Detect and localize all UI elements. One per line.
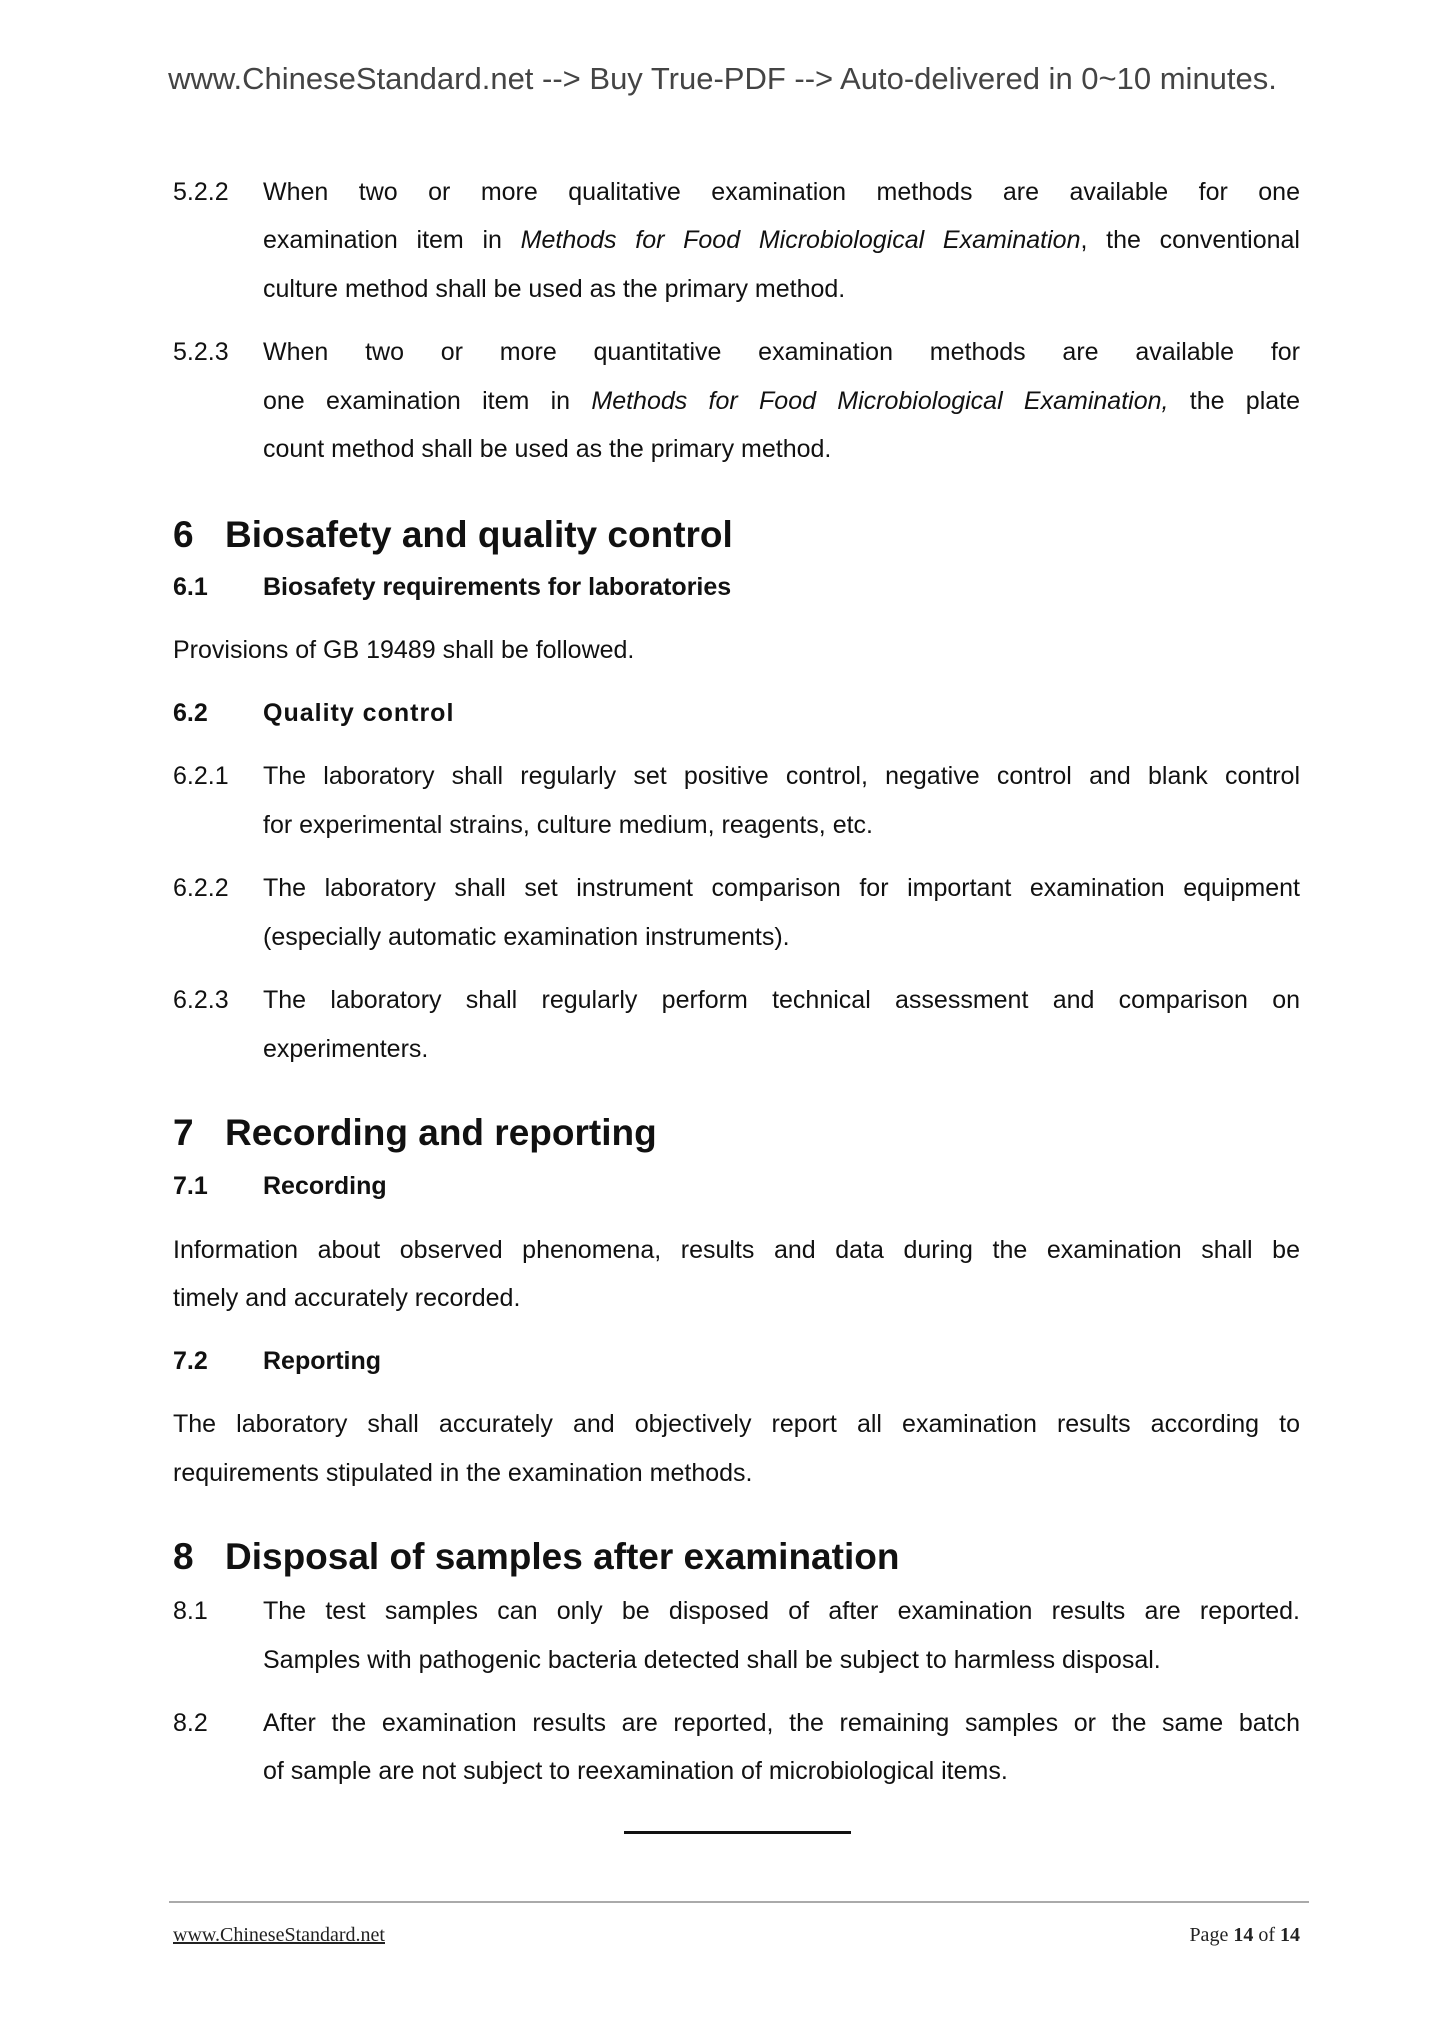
subsection-number: 7.1 bbox=[173, 1172, 208, 1200]
section-heading: Disposal of samples after examination bbox=[225, 1536, 900, 1577]
page-prefix: Page bbox=[1189, 1924, 1234, 1946]
clause-text-line: for experimental strains, culture medium, reagents, etc. bbox=[263, 811, 873, 839]
text: examination item in bbox=[263, 226, 521, 254]
clause-text-line: After the examination results are reported, the remaining samples or the same batch bbox=[263, 1709, 1300, 1737]
section-number: 6 bbox=[173, 514, 194, 555]
clause-number: 6.2.2 bbox=[173, 874, 229, 902]
clause-number: 5.2.2 bbox=[173, 178, 229, 206]
paragraph-line: Information about observed phenomena, results and data during the examination shall be bbox=[173, 1236, 1300, 1264]
clause-text-line: experimenters. bbox=[263, 1035, 429, 1063]
subsection-number: 6.1 bbox=[173, 573, 208, 601]
clause-number: 6.2.3 bbox=[173, 986, 229, 1014]
clause-text-line: culture method shall be used as the primary method. bbox=[263, 275, 846, 303]
clause-text-line: The test samples can only be disposed of after examination results are reported. bbox=[263, 1597, 1300, 1625]
section-number: 8 bbox=[173, 1536, 194, 1577]
page-of: of bbox=[1253, 1924, 1280, 1946]
clause-text-line: The laboratory shall set instrument comparison for important examination equipment bbox=[263, 874, 1300, 902]
clause-text-line: When two or more qualitative examination methods are available for one bbox=[263, 178, 1300, 206]
subsection-heading: Reporting bbox=[263, 1347, 382, 1375]
section-number: 7 bbox=[173, 1112, 194, 1153]
current-page: 14 bbox=[1233, 1924, 1254, 1946]
title-italic: Methods for Food Microbiological Examination, bbox=[591, 387, 1169, 415]
clause-text-line: of sample are not subject to reexamination of microbiological items. bbox=[263, 1757, 1008, 1785]
subsection-heading: Recording bbox=[263, 1172, 387, 1200]
page-indicator bbox=[1189, 1922, 1300, 1948]
section-heading: Recording and reporting bbox=[225, 1112, 657, 1153]
subsection-heading: Biosafety requirements for laboratories bbox=[263, 573, 732, 601]
paragraph: Provisions of GB 19489 shall be followed. bbox=[173, 636, 635, 664]
paragraph-line: requirements stipulated in the examination methods. bbox=[173, 1459, 753, 1487]
paragraph-line: timely and accurately recorded. bbox=[173, 1284, 521, 1312]
clause-number: 8.1 bbox=[173, 1597, 208, 1625]
clause-number: 8.2 bbox=[173, 1709, 208, 1737]
footer-website-link[interactable]: www.ChineseStandard.net bbox=[173, 1924, 385, 1946]
clause-number: 6.2.1 bbox=[173, 762, 229, 790]
subsection-number: 6.2 bbox=[173, 699, 208, 727]
text: one examination item in bbox=[263, 387, 592, 415]
subsection-number: 7.2 bbox=[173, 1347, 208, 1375]
clause-text-line: Samples with pathogenic bacteria detected shall be subject to harmless disposal. bbox=[263, 1646, 1161, 1674]
footer-divider bbox=[169, 1901, 1309, 1903]
clause-text-line: The laboratory shall regularly set positive control, negative control and blank control bbox=[263, 762, 1300, 790]
end-of-document-rule bbox=[624, 1831, 851, 1834]
clause-number: 5.2.3 bbox=[173, 338, 229, 366]
total-pages: 14 bbox=[1280, 1924, 1300, 1946]
clause-text-line: (especially automatic examination instruments). bbox=[263, 923, 790, 951]
clause-text-line: count method shall be used as the primary method. bbox=[263, 435, 832, 463]
title-italic: Methods for Food Microbiological Examination bbox=[520, 226, 1081, 254]
text: the plate bbox=[1168, 387, 1300, 415]
clause-text-line: When two or more quantitative examination methods are available for bbox=[263, 338, 1300, 366]
paragraph-line: The laboratory shall accurately and objectively report all examination results according to bbox=[173, 1410, 1300, 1438]
clause-text-line: The laboratory shall regularly perform technical assessment and comparison on bbox=[263, 986, 1300, 1014]
clause-text-line bbox=[263, 386, 1300, 416]
page-header-banner: www.ChineseStandard.net --> Buy True-PDF --> Auto-delivered in 0~10 minutes. bbox=[168, 61, 1277, 96]
subsection-heading: Quality control bbox=[263, 699, 455, 727]
section-heading: Biosafety and quality control bbox=[225, 514, 733, 555]
clause-text-line bbox=[263, 225, 1300, 255]
text: , the conventional bbox=[1080, 226, 1300, 254]
